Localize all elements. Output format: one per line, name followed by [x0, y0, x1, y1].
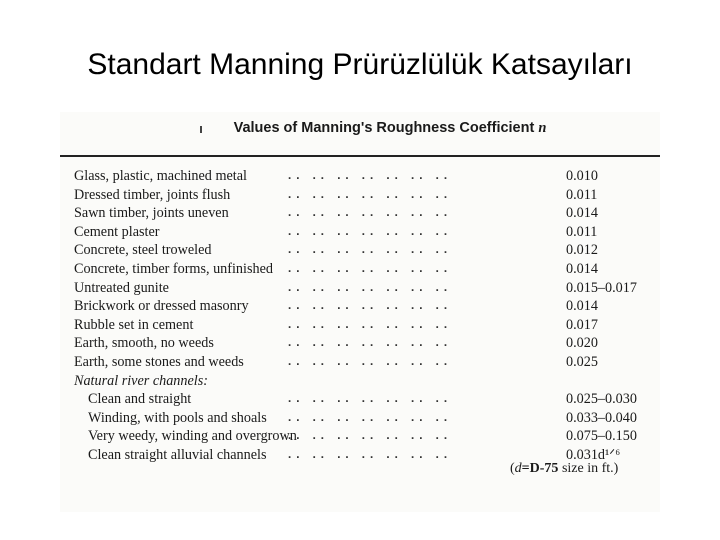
coefficient-value: 0.011	[566, 223, 598, 240]
coefficient-value: 0.012	[566, 242, 598, 259]
table-row	[60, 390, 660, 409]
table-row	[60, 316, 660, 335]
table-row	[60, 260, 660, 279]
dot-leader: .. .. .. .. .. .. ..	[286, 429, 451, 444]
dot-leader: .. .. .. .. .. .. ..	[286, 447, 451, 462]
material-label: Earth, some stones and weeds	[74, 353, 244, 370]
table-row	[60, 334, 660, 353]
footnote-var: d	[514, 461, 522, 476]
table-row	[60, 279, 660, 298]
coefficient-value: 0.033–0.040	[566, 409, 637, 426]
table-title-text: Values of Manning's Roughness Coefficient	[233, 120, 535, 136]
material-label: Clean straight alluvial channels	[88, 446, 267, 463]
table-row	[60, 241, 660, 260]
dot-leader: .. .. .. .. .. .. ..	[286, 169, 451, 183]
dot-leader: .. .. .. .. .. .. ..	[286, 392, 451, 407]
material-label: Untreated gunite	[74, 279, 169, 296]
table-row	[60, 427, 660, 446]
footnote-label: D-75	[529, 461, 559, 476]
material-label: Natural river channels:	[74, 372, 208, 389]
table-row	[60, 409, 660, 428]
dot-leader: .. .. .. .. .. .. ..	[286, 354, 451, 369]
dot-leader: .. .. .. .. .. .. ..	[286, 299, 451, 314]
dot-leader: .. .. .. .. .. .. ..	[286, 336, 451, 351]
material-label: Earth, smooth, no weeds	[74, 335, 214, 352]
table-row	[60, 204, 660, 223]
coefficient-value: 0.010	[566, 168, 598, 184]
slide-title: Standart Manning Prürüzlülük Katsayıları	[87, 48, 633, 81]
table-title	[60, 120, 660, 137]
coefficient-value: 0.014	[566, 298, 598, 315]
coefficient-value: 0.015–0.017	[566, 279, 637, 296]
coefficient-value: 0.014	[566, 205, 598, 222]
material-label: Winding, with pools and shoals	[88, 409, 267, 426]
material-label: Brickwork or dressed masonry	[74, 298, 249, 315]
material-label: Very weedy, winding and overgrown	[88, 428, 297, 445]
table-header-rule	[60, 155, 660, 157]
scanned-table-image	[60, 112, 660, 512]
dot-leader: .. .. .. .. .. .. ..	[286, 187, 451, 202]
coefficient-value: 0.031d¹ᐟ⁶	[566, 446, 621, 463]
footnote-eq: =	[521, 461, 530, 476]
coefficient-value: 0.075–0.150	[566, 428, 637, 445]
dot-leader: .. .. .. .. .. .. ..	[286, 261, 451, 276]
dot-leader: .. .. .. .. .. .. ..	[286, 224, 451, 239]
table-row	[60, 167, 660, 186]
dot-leader: .. .. .. .. .. .. ..	[286, 206, 451, 221]
footnote-open: (	[510, 461, 515, 476]
material-label: Glass, plastic, machined metal	[74, 168, 247, 184]
dot-leader: .. .. .. .. .. .. ..	[286, 317, 451, 332]
material-label: Concrete, timber forms, unfinished	[74, 260, 273, 277]
material-label: Rubble set in cement	[74, 316, 194, 333]
dot-leader: .. .. .. .. .. .. ..	[286, 243, 451, 258]
coefficient-value: 0.020	[566, 335, 598, 352]
table-row	[60, 186, 660, 205]
material-label: Sawn timber, joints uneven	[74, 205, 229, 222]
coefficient-value: 0.025–0.030	[566, 391, 637, 408]
coefficient-value: 0.017	[566, 316, 598, 333]
table-row	[60, 297, 660, 316]
coefficient-value: 0.014	[566, 260, 598, 277]
coefficient-value: 0.011	[566, 186, 598, 203]
material-label: Cement plaster	[74, 223, 160, 240]
material-label: Concrete, steel troweled	[74, 242, 212, 259]
material-label: Dressed timber, joints flush	[74, 186, 231, 203]
table-row	[60, 353, 660, 372]
dot-leader: .. .. .. .. .. .. ..	[286, 280, 451, 295]
table-footnote	[510, 461, 618, 477]
table-row	[60, 372, 660, 391]
coefficient-value: 0.025	[566, 353, 598, 370]
table-rows	[60, 167, 660, 465]
table-row	[60, 223, 660, 242]
material-label: Clean and straight	[88, 391, 192, 408]
footnote-rest: size in ft.)	[558, 461, 619, 476]
table-title-symbol: n	[538, 120, 547, 136]
dot-leader: .. .. .. .. .. .. ..	[286, 410, 451, 425]
